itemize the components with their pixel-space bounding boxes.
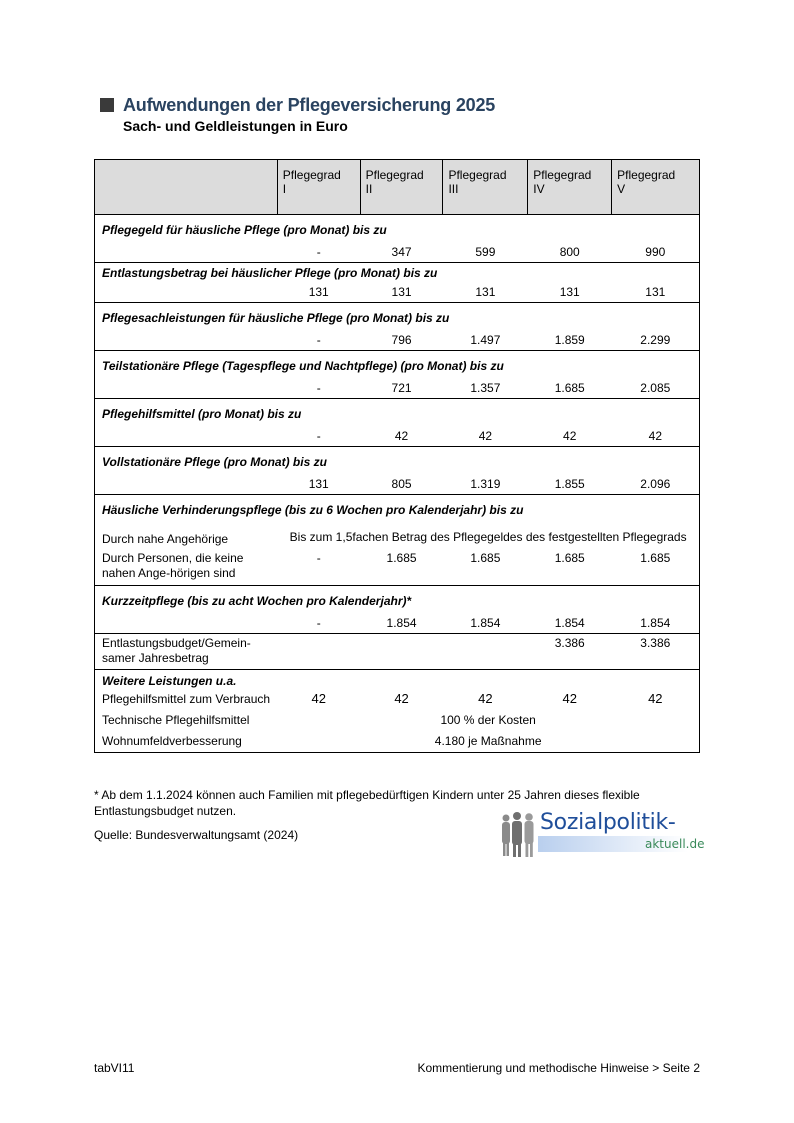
section-title: Vollstationäre Pflege (pro Monat) bis zu <box>95 447 700 475</box>
row-label: Pflegehilfsmittel zum Verbrauch <box>102 692 271 706</box>
value-cell: 131 <box>475 285 496 299</box>
section-title: Pflegehilfsmittel (pro Monat) bis zu <box>95 399 700 427</box>
entlastungsbudget-row <box>95 634 700 670</box>
row-label: Wohnumfeldverbesserung <box>95 728 278 753</box>
value-cell: 42 <box>394 691 409 706</box>
section-title: Häusliche Verhinderungspflege (bis zu 6 Wochen pro Kalenderjahr) bis zu <box>95 495 700 523</box>
people-silhouette-icon <box>500 810 540 858</box>
value-cell: 3.386 <box>612 634 700 670</box>
value-cell: 800 <box>559 245 580 259</box>
value-cell: 42 <box>394 429 409 443</box>
value-cell: 1.685 <box>554 381 585 395</box>
row-label: Technische Pflegehilfsmittel <box>102 713 250 727</box>
section-values-row <box>95 242 700 263</box>
value-cell: 42 <box>563 429 577 443</box>
weitere-row-wohnumfeld <box>95 728 700 753</box>
value-cell: 131 <box>308 477 329 491</box>
section-title: Teilstationäre Pflege (Tagespflege und Nachtpflege) (pro Monat) bis zu <box>95 351 700 379</box>
section-values-row <box>95 426 700 447</box>
value-cell: 1.357 <box>470 381 501 395</box>
section-title: Kurzzeitpflege (bis zu acht Wochen pro Kalenderjahr)* <box>95 586 700 614</box>
section-values-row <box>95 378 700 399</box>
value-cell: 42 <box>562 691 577 706</box>
section-title-row <box>95 263 700 283</box>
value-cell: 1.854 <box>470 616 501 630</box>
logo-main-text: Sozialpolitik- <box>540 810 676 835</box>
section-values-row <box>95 282 700 303</box>
value-cell: 805 <box>391 477 412 491</box>
column-header-pflegegrad-5: Pflegegrad V <box>612 160 700 215</box>
span-text-cell: Bis zum 1,5fachen Betrag des Pflegegeldes des festgestellten Pflegegrads <box>289 530 687 544</box>
value-cell: 599 <box>475 245 496 259</box>
value-cell: - <box>316 333 321 347</box>
value-cell: 1.855 <box>554 477 585 491</box>
value-cell: 990 <box>645 245 666 259</box>
value-cell: 1.319 <box>470 477 501 491</box>
value-cell: 1.685 <box>470 551 501 565</box>
section-values-row <box>95 613 700 634</box>
value-cell: 721 <box>391 381 412 395</box>
section-title-row <box>95 303 700 331</box>
span-text-cell: 4.180 je Maßnahme <box>277 728 699 753</box>
section-title: Pflegegeld für häusliche Pflege (pro Monat) bis zu <box>95 215 700 243</box>
section-values-row <box>95 330 700 351</box>
section-title: Pflegesachleistungen für häusliche Pflege (pro Monat) bis zu <box>95 303 700 331</box>
value-cell: 1.854 <box>640 616 671 630</box>
section-title-row <box>95 351 700 379</box>
source-citation: Quelle: Bundesverwaltungsamt (2024) <box>94 828 299 842</box>
value-cell <box>277 634 360 670</box>
value-cell: 42 <box>478 691 493 706</box>
value-cell: 1.685 <box>386 551 417 565</box>
value-cell: 42 <box>311 691 326 706</box>
section-title-row <box>95 495 700 523</box>
logo-sub-text: aktuell.de <box>645 837 705 851</box>
value-cell: 1.859 <box>554 333 585 347</box>
value-cell: - <box>316 381 321 395</box>
footnote: * Ab dem 1.1.2024 können auch Familien mit pflegebedürftigen Kindern unter 25 Jahren dieses flexible Entlastungsbudget nutzen. <box>94 788 640 818</box>
section-title-row <box>95 215 700 243</box>
square-bullet-icon <box>100 98 114 112</box>
table-header-row <box>95 160 700 215</box>
weitere-row-technische <box>95 707 700 728</box>
value-cell: - <box>316 429 321 443</box>
value-cell: 2.299 <box>640 333 671 347</box>
value-cell: 796 <box>391 333 412 347</box>
row-label: Durch nahe Angehörige <box>102 532 229 546</box>
value-cell: - <box>316 245 321 259</box>
sozialpolitik-logo <box>500 810 705 858</box>
value-cell: - <box>316 616 321 630</box>
benefits-table <box>94 159 700 753</box>
page-title: Aufwendungen der Pflegeversicherung 2025 <box>123 95 496 115</box>
value-cell: 1.497 <box>470 333 501 347</box>
section-title: Entlastungsbetrag bei häuslicher Pflege (pro Monat) bis zu <box>95 263 700 283</box>
value-cell: 2.096 <box>640 477 671 491</box>
value-cell: - <box>316 551 321 565</box>
footer-page-info: Kommentierung und methodische Hinweise > Seite 2 <box>417 1061 700 1075</box>
section-values-row <box>95 474 700 495</box>
row-label: Entlastungsbudget/Gemein-samer Jahresbetrag <box>95 634 278 670</box>
span-text-cell: 100 % der Kosten <box>440 713 536 727</box>
value-cell: 3.386 <box>528 634 612 670</box>
value-cell: 1.854 <box>554 616 585 630</box>
value-cell: 347 <box>391 245 412 259</box>
value-cell: 131 <box>308 285 329 299</box>
footer-doc-id: tabVI11 <box>94 1061 135 1075</box>
value-cell <box>443 634 528 670</box>
header-blank-cell <box>95 160 278 215</box>
column-header-pflegegrad-1: Pflegegrad I <box>277 160 360 215</box>
value-cell <box>360 634 443 670</box>
value-cell: 2.085 <box>640 381 671 395</box>
section-title-row <box>95 586 700 614</box>
verhinderung-row-personen <box>95 551 700 586</box>
weitere-row-verbrauch <box>95 690 700 707</box>
verhinderung-row-angehoerige <box>95 522 700 551</box>
value-cell: 131 <box>645 285 666 299</box>
section-title-row <box>95 670 700 691</box>
column-header-pflegegrad-4: Pflegegrad IV <box>528 160 612 215</box>
section-title-row <box>95 447 700 475</box>
column-header-pflegegrad-3: Pflegegrad III <box>443 160 528 215</box>
value-cell: 42 <box>648 429 662 443</box>
value-cell: 42 <box>478 429 493 443</box>
value-cell: 1.685 <box>554 551 585 565</box>
value-cell: 131 <box>391 285 412 299</box>
row-label: Durch Personen, die keine nahen Ange-hörigen sind <box>102 551 244 580</box>
section-title: Weitere Leistungen u.a. <box>95 670 700 691</box>
value-cell: 131 <box>559 285 580 299</box>
section-title-row <box>95 399 700 427</box>
column-header-pflegegrad-2: Pflegegrad II <box>360 160 443 215</box>
value-cell: 1.685 <box>640 551 671 565</box>
value-cell: 1.854 <box>386 616 417 630</box>
value-cell: 42 <box>648 691 663 706</box>
page-subtitle: Sach- und Geldleistungen in Euro <box>123 118 348 134</box>
